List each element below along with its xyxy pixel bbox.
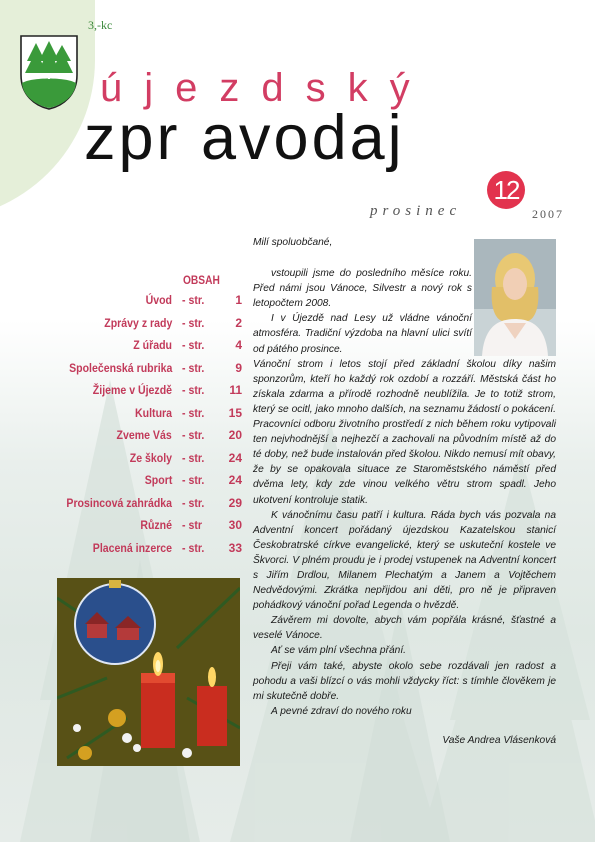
toc-item-str: - str. (182, 473, 205, 487)
toc-item-name: Žijeme v Újezdě (92, 383, 172, 397)
toc-item (30, 406, 250, 429)
toc-item (30, 428, 250, 451)
letter-paragraph: K vánočnímu času patří i kultura. Ráda bych vás pozvala na Adventní koncert pořádaný újezdskou Kazatelskou stanicí Českobratrské církve evangelické, který se uskuteční kostele ve Škvorci. V plném proudu je i prodej vstupenek na Adventní koncert s Jiřím Drdlou, Milanem Plechatým a Janem a Vojtěchem Nedvědovými. Zkrátka nepřijdou ani děti, pro ně je připraven pohádkový vánoční pořad Legenda o hvězdě. (253, 509, 556, 612)
toc-item-str: - str. (182, 450, 205, 465)
table-of-contents (30, 293, 250, 563)
toc-item-page: 33 (228, 540, 242, 555)
toc-item-str: - str. (182, 383, 205, 397)
toc-item (30, 496, 250, 519)
price: 3,-kc (88, 18, 113, 32)
letter-greeting: Milí spoluobčané, (253, 237, 333, 248)
toc-item-name: Zveme Vás (116, 428, 172, 442)
title-main: zpr avodaj (84, 103, 405, 173)
toc-item-page: 30 (228, 518, 242, 532)
toc-item-name: Ze školy (129, 450, 172, 465)
toc-item-str: - str. (182, 360, 205, 375)
letter-paragraph: Přeji vám také, abyste okolo sebe rozdávali jen radost a pohodu a vaši blízcí o vás mohli vždycky říct: s tímhle člověkem je mi skutečně dobře. (253, 660, 556, 702)
toc-item-name: Kultura (135, 405, 172, 420)
toc-item (30, 451, 250, 474)
toc-item (30, 518, 250, 541)
toc-item-page: 20 (228, 428, 242, 442)
toc-item-name: Sport (144, 473, 172, 487)
toc-item-page: 24 (228, 473, 242, 487)
toc-item-str: - str (182, 518, 202, 532)
toc-item-name: Společenská rubrika (68, 360, 172, 375)
toc-item-page: 4 (235, 338, 242, 352)
toc-item-page: 24 (228, 450, 242, 465)
letter-paragraph: Vánoční strom i letos stojí před základní školou díky našim sponzorům, kteří ho každý rok ozdobí a rozzáří. Městská část ho získala zdarma a přírodě rozhodně neublížila. Je to totiž strom, který se ocitl, jako mnoho dalších, na seznamu žádostí o pokácení. Pracovníci odboru životního prostředí z nich během roku vytipovali ten nejvhodnější a nejhezčí a zachovali na původním místě až do té doby, než bude instalován před školou. Nikdo nemusí mít obavy, že by se opakovala situace ze Staroměstského náměstí před dvěma lety, kdy zde vinou velkého větru strom spadl. Jeho ukotvení kontroluje statik. (253, 358, 556, 506)
toc-item-name: Prosincová zahrádka (66, 495, 172, 510)
toc-item-str: - str. (182, 540, 205, 555)
toc-item-str: - str. (182, 315, 205, 330)
toc-item-name: Úvod (145, 293, 172, 307)
letter-paragraph: I v Újezdě nad Lesy už vládne vánoční atmosféra. Tradiční výzdoba na hlavní ulici svítí od pátého prosince. (253, 313, 472, 355)
toc-item-name: Placená inzerce (92, 540, 172, 555)
toc-item (30, 361, 250, 384)
issue-year: 2007 (532, 207, 564, 221)
toc-item-str: - str. (182, 338, 205, 352)
letter-paragraph: A pevné zdraví do nového roku (271, 705, 412, 717)
toc-item (30, 293, 250, 316)
letter-paragraph: Závěrem mi dovolte, abych vám popřála krásné, šťastné a veselé Vánoce. (253, 615, 556, 642)
toc-item-str: - str. (182, 495, 205, 510)
toc-item-page: 11 (229, 383, 242, 397)
toc-item-str: - str. (182, 293, 205, 307)
toc-item-name: Z úřadu (133, 338, 172, 352)
christmas-photo (57, 578, 240, 766)
toc-item (30, 338, 250, 361)
editorial-letter (253, 235, 556, 748)
issue-month: prosinec (370, 203, 462, 219)
toc-item-page: 2 (235, 315, 242, 330)
letter-paragraph: Ať se vám plní všechna přání. (271, 645, 406, 657)
toc-item (30, 541, 250, 564)
toc-item (30, 473, 250, 496)
toc-item-page: 1 (235, 293, 242, 307)
toc-item (30, 316, 250, 339)
toc-item-page: 29 (228, 495, 242, 510)
issue-number-badge: 12 (487, 171, 525, 209)
toc-item-str: - str. (182, 405, 205, 420)
title-top: újezdský (100, 66, 432, 110)
letter-paragraph: vstoupili jsme do posledního měsíce roku. Před námi jsou Vánoce, Silvestr a nový rok s letopočtem 2008. (253, 268, 472, 310)
toc-heading: OBSAH (183, 273, 220, 287)
toc-item-page: 15 (228, 405, 242, 420)
toc-item (30, 383, 250, 406)
crest-icon (18, 33, 80, 111)
letter-signature: Vaše Andrea Vlásenková (442, 734, 556, 746)
toc-item-str: - str. (182, 428, 205, 442)
toc-item-name: Zprávy z rady (103, 315, 172, 330)
toc-item-name: Různé (140, 518, 172, 532)
toc-item-page: 9 (235, 360, 242, 375)
